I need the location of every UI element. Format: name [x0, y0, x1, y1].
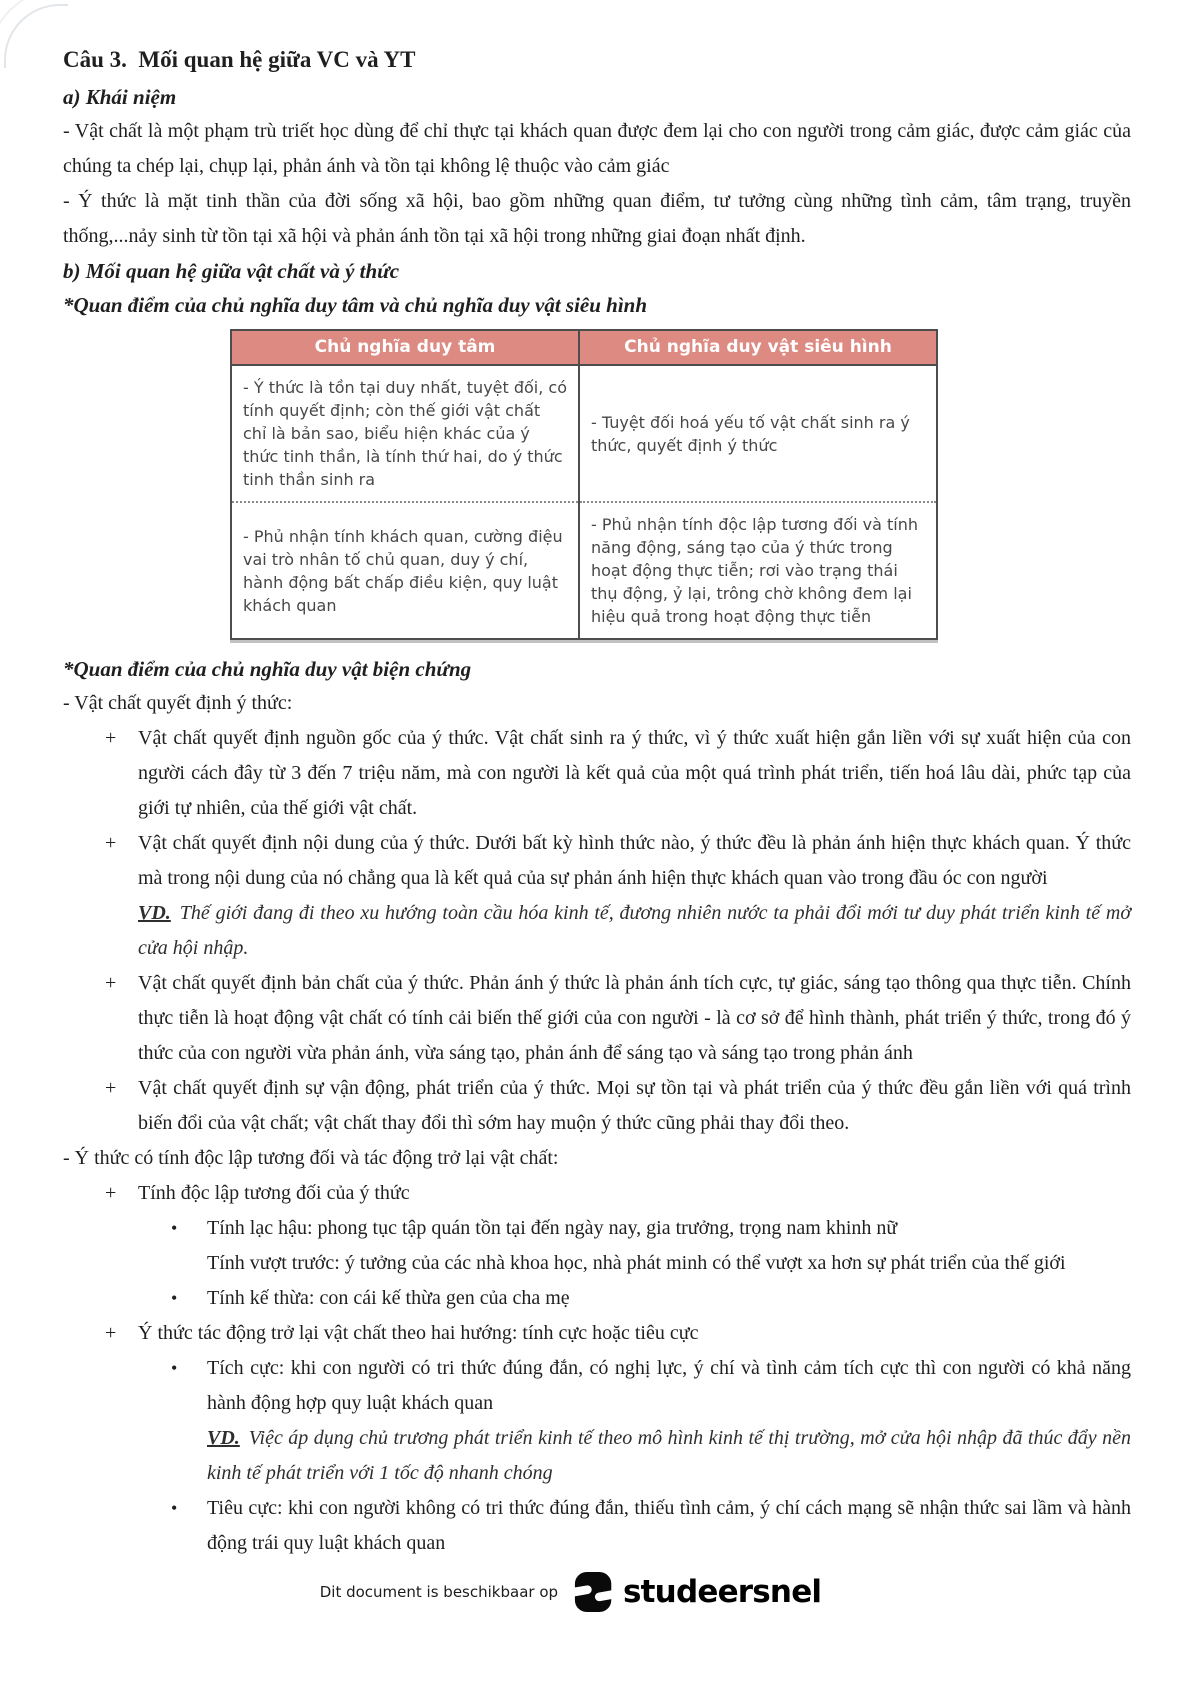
- list-item-movement: [105, 1071, 1131, 1141]
- point-movement-text: Vật chất quyết định sự vận động, phát triển của ý thức. Mọi sự tồn tại và phát triển của ý thức đều gắn liền với quá trình biến đổi của vật chất; vật chất thay đổi thì sớm hay muộn ý thức cũng phải thay đổi theo.: [138, 1077, 1131, 1134]
- list-item-positive: [171, 1351, 1131, 1421]
- idealism-view-1: - Ý thức là tồn tại duy nhất, tuyệt đối, có tính quyết định; còn thế giới vật chất chỉ là bản sao, biểu hiện khác của ý thức tinh thần, là tính thứ hai, do ý thức tinh thần sinh ra: [231, 365, 579, 502]
- comparison-table: [230, 329, 938, 640]
- feedback-heading-text: Ý thức tác động trở lại vật chất theo hai hướng: tính cực hoặc tiêu cực: [138, 1322, 699, 1344]
- list-item-lag: [171, 1211, 1131, 1246]
- list-item-origin: [105, 721, 1131, 826]
- point-nature-text: Vật chất quyết định bản chất của ý thức. Phản ánh ý thức là phản ánh tích cực, tự giác, sáng tạo thông qua thực tiễn. Chính thực tiễn là hoạt động vật chất có tính cải biến thế giới của con người - là cơ sở để hình thành, phát triển ý thức, trong đó ý thức của con người vừa phản ánh, vừa sáng tạo, phản ánh để sáng tạo và sáng tạo trong phản ánh: [138, 972, 1131, 1064]
- example-vd2: [207, 1421, 1131, 1491]
- vd-label: VD.: [138, 902, 171, 924]
- bullet-marker: •: [171, 1498, 178, 1518]
- consciousness-feedback-intro: - Ý thức có tính độc lập tương đối và tác động trở lại vật chất:: [63, 1147, 559, 1169]
- lag-text: Tính lạc hậu: phong tục tập quán tồn tại đến ngày nay, gia trưởng, trọng nam khinh nữ: [207, 1217, 898, 1239]
- dialectical-materialism-heading: *Quan điểm của chủ nghĩa duy vật biện chứng: [63, 657, 472, 681]
- definition-consciousness: - Ý thức là mặt tinh thần của đời sống xã hội, bao gồm những quan điểm, tư tưởng cùng những tình cảm, tâm trạng, truyền thống,...nảy sinh từ tồn tại xã hội và phản ánh tồn tại xã hội trong những giai đoạn nhất định.: [63, 190, 1131, 247]
- list-item-inherit: [171, 1281, 1131, 1316]
- list-item-negative: [171, 1491, 1131, 1561]
- studeersnel-brand-name: studeersnel: [623, 1574, 822, 1610]
- table-caption: *Quan điểm của chủ nghĩa duy tâm và chủ nghĩa duy vật siêu hình: [63, 293, 648, 317]
- matter-decides-intro: - Vật chất quyết định ý thức:: [63, 692, 293, 714]
- studeersnel-logo: [574, 1569, 821, 1615]
- negative-text: Tiêu cực: khi con người không có tri thức đúng đắn, thiếu tình cảm, ý chí cách mạng sẽ nhận thức sai lầm và hành động trái quy luật khách quan: [207, 1497, 1131, 1554]
- idealism-view-2: - Phủ nhận tính khách quan, cường điệu vai trò nhân tố chủ quan, duy ý chí, hành động bất chấp điều kiện, quy luật khách quan: [231, 502, 579, 639]
- plus-marker: +: [105, 1182, 117, 1204]
- ahead-text: Tính vượt trước: ý tưởng của các nhà khoa học, nhà phát minh có thể vượt xa hơn sự phát triển của thế giới: [207, 1252, 1066, 1274]
- plus-marker: +: [105, 832, 117, 854]
- section-b-heading: b) Mối quan hệ giữa vật chất và ý thức: [63, 259, 400, 283]
- plus-marker: +: [105, 972, 117, 994]
- positive-text: Tích cực: khi con người có tri thức đúng đắn, có nghị lực, ý chí và tình cảm tích cực thì con người có khả năng hành động hợp quy luật khách quan: [207, 1357, 1131, 1414]
- independence-heading-text: Tính độc lập tương đối của ý thức: [138, 1182, 410, 1204]
- table-row: [231, 365, 937, 502]
- column-header-idealism: Chủ nghĩa duy tâm: [231, 330, 579, 365]
- list-item-feedback: [105, 1316, 1131, 1351]
- table-header-row: [231, 330, 937, 365]
- point-content-text: Vật chất quyết định nội dung của ý thức. Dưới bất kỳ hình thức nào, ý thức đều là phản ánh hiện thực khách quan. Ý thức mà trong nội dung của nó chẳng qua là kết quả của sự phản ánh hiện thực khách quan vào trong đầu óc con người: [138, 832, 1131, 889]
- list-item-nature: [105, 966, 1131, 1071]
- page-footer: [0, 1569, 1169, 1641]
- bullet-marker: •: [171, 1358, 178, 1378]
- question-title: Câu 3. Mối quan hệ giữa VC và YT: [63, 47, 416, 72]
- list-item-content: [105, 826, 1131, 896]
- table-row: [231, 502, 937, 639]
- plus-marker: +: [105, 1077, 117, 1099]
- list-item-independence: [105, 1176, 1131, 1211]
- vd-label: VD.: [207, 1427, 240, 1449]
- metaphysical-view-2: - Phủ nhận tính độc lập tương đối và tính năng động, sáng tạo của ý thức trong hoạt động thực tiễn; rơi vào trạng thái thụ động, ỷ lại, trông chờ không đem lại hiệu quả trong hoạt động thực tiễn: [579, 502, 937, 639]
- list-item-ahead: [207, 1246, 1131, 1281]
- plus-marker: +: [105, 727, 117, 749]
- studeersnel-logo-icon: [574, 1569, 614, 1615]
- plus-marker: +: [105, 1322, 117, 1344]
- bullet-marker: •: [171, 1218, 178, 1238]
- point-origin-text: Vật chất quyết định nguồn gốc của ý thức. Vật chất sinh ra ý thức, vì ý thức xuất hiện gắn liền với sự xuất hiện của con người cách đây từ 3 đến 7 triệu năm, mà con người là kết quả của một quá trình phát triển, tiến hoá lâu dài, phức tạp của giới tự nhiên, của thế giới vật chất.: [138, 727, 1131, 819]
- definition-matter: - Vật chất là một phạm trù triết học dùng để chỉ thực tại khách quan được đem lại cho con người trong cảm giác, được cảm giác của chúng ta chép lại, chụp lại, phản ánh và tồn tại không lệ thuộc vào cảm giác: [63, 120, 1131, 177]
- inherit-text: Tính kế thừa: con cái kế thừa gen của cha mẹ: [207, 1287, 570, 1309]
- metaphysical-view-1: - Tuyệt đối hoá yếu tố vật chất sinh ra ý thức, quyết định ý thức: [579, 365, 937, 502]
- vd2-text: Việc áp dụng chủ trương phát triển kinh tế theo mô hình kinh tế thị trường, mở cửa hội nhập đã thúc đẩy nền kinh tế phát triển với 1 tốc độ nhanh chóng: [207, 1427, 1131, 1484]
- footer-availability-text: Dit document is beschikbaar op: [319, 1583, 559, 1601]
- bullet-marker: •: [171, 1288, 178, 1308]
- section-a-heading: a) Khái niệm: [63, 85, 177, 109]
- column-header-metaphysical-materialism: Chủ nghĩa duy vật siêu hình: [579, 330, 937, 365]
- example-vd1: [138, 896, 1131, 966]
- vd1-text: Thế giới đang đi theo xu hướng toàn cầu hóa kinh tế, đương nhiên nước ta phải đổi mới tư duy phát triển kinh tế mở cửa hội nhập.: [138, 902, 1131, 959]
